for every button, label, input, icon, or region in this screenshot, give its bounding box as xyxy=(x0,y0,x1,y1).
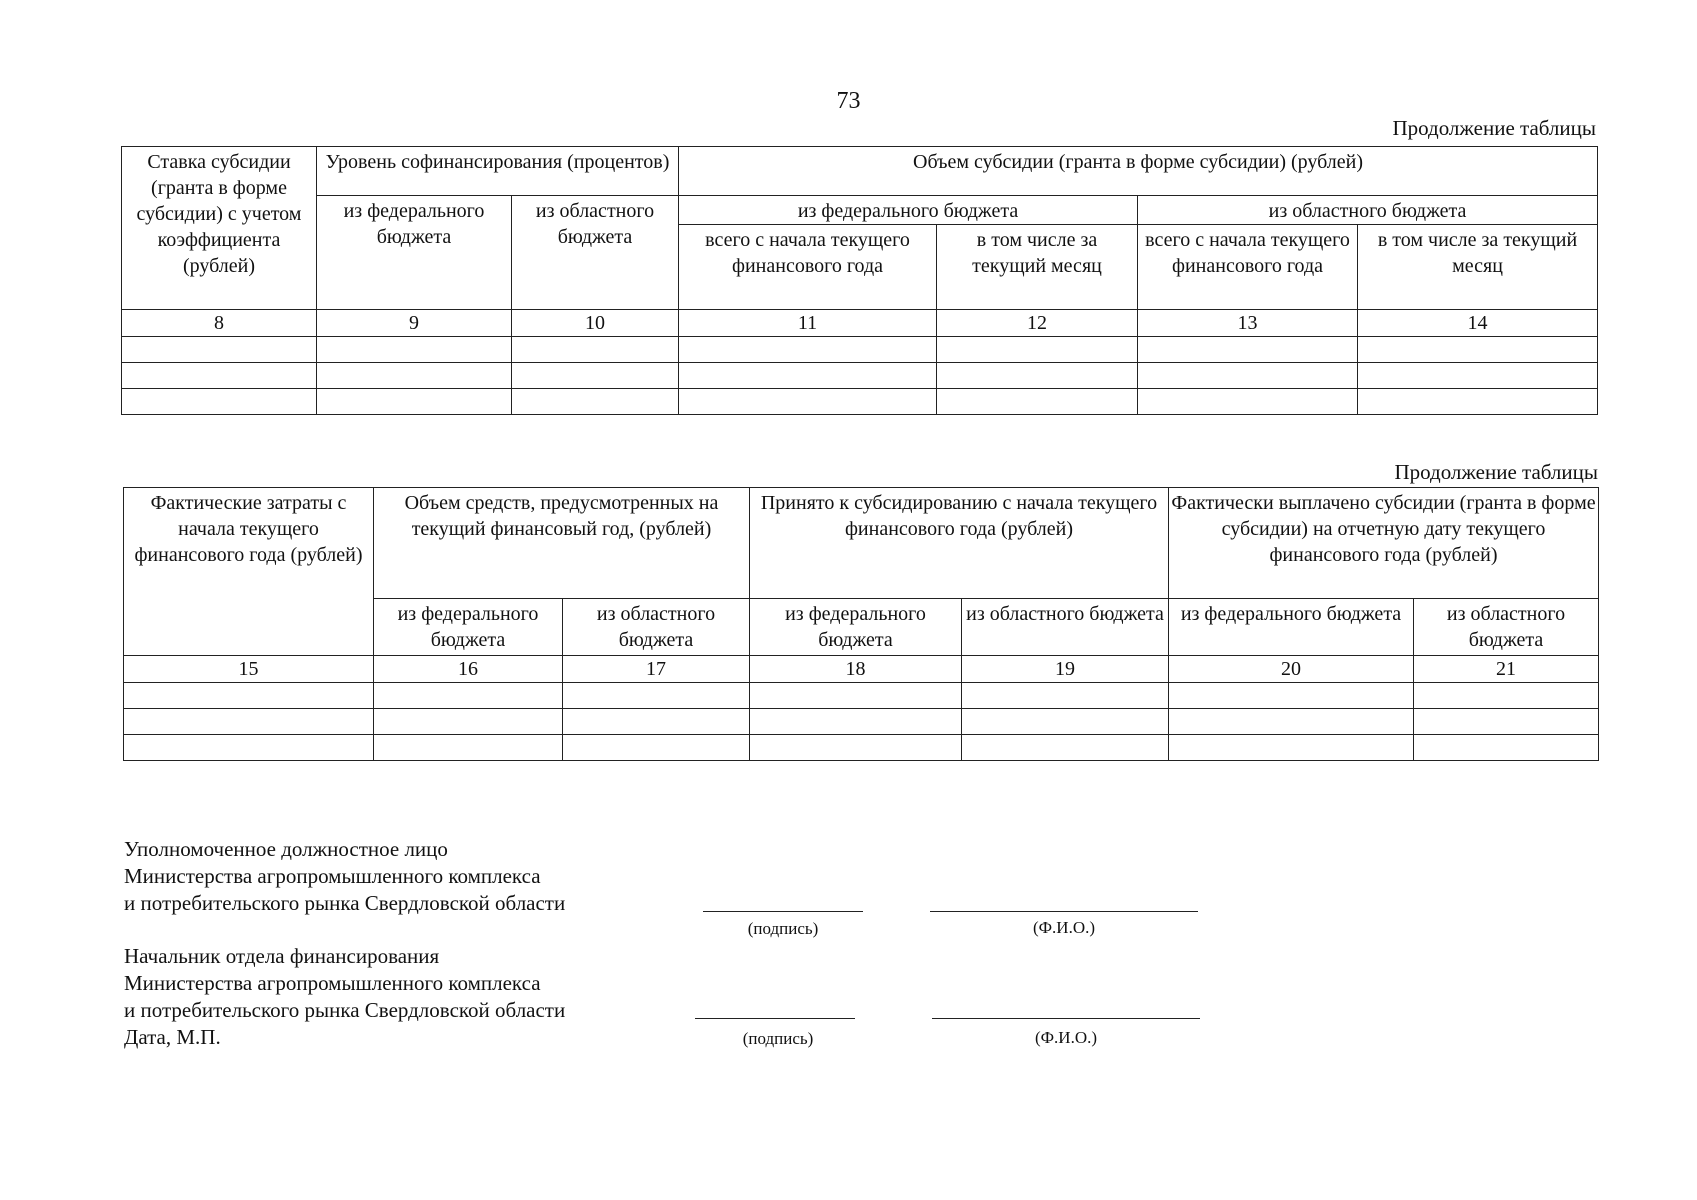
continuation-label-1: Продолжение таблицы xyxy=(1392,116,1596,140)
header-sub-federal: из федерального бюджета xyxy=(1169,599,1414,656)
official-title-line: и потребительского рынка Свердловской области xyxy=(124,891,566,915)
signature-caption: (подпись) xyxy=(742,1029,814,1048)
column-number: 18 xyxy=(750,656,962,683)
column-number: 10 xyxy=(512,310,679,337)
head-title-line: Министерства агропромышленного комплекса xyxy=(124,971,541,995)
name-line xyxy=(932,1018,1200,1019)
date-stamp-label: Дата, М.П. xyxy=(124,1025,221,1049)
name-caption: (Ф.И.О.) xyxy=(1032,918,1096,937)
column-number: 8 xyxy=(122,310,317,337)
header-sub-federal: из федерального бюджета xyxy=(374,599,563,656)
table-row xyxy=(122,363,1598,389)
column-number: 15 xyxy=(124,656,374,683)
header-sub-federal: из федерального бюджета xyxy=(750,599,962,656)
page-number: 73 xyxy=(836,88,861,114)
table-row xyxy=(122,389,1598,415)
subsidy-table-1 xyxy=(121,146,1598,415)
header-regional-month: в том числе за текущий месяц xyxy=(1358,225,1598,310)
column-number: 13 xyxy=(1138,310,1358,337)
column-number: 14 xyxy=(1358,310,1598,337)
official-signature-block xyxy=(124,836,565,917)
subsidy-table-2 xyxy=(123,487,1599,761)
header-subsidy-volume: Объем субсидии (гранта в форме субсидии) (рублей) xyxy=(679,147,1598,196)
header-sub-regional: из областного бюджета xyxy=(1414,599,1599,656)
table-row xyxy=(124,683,1599,709)
name-line xyxy=(930,911,1198,912)
column-number: 9 xyxy=(317,310,512,337)
header-federal-total-year: всего с начала текущего финансового года xyxy=(679,225,937,310)
header-regional-total-year: всего с начала текущего финансового года xyxy=(1138,225,1358,310)
header-cofin-regional: из областного бюджета xyxy=(512,196,679,310)
column-number: 20 xyxy=(1169,656,1414,683)
header-sub-regional: из областного бюджета xyxy=(563,599,750,656)
header-regional-budget: из областного бюджета xyxy=(1138,196,1598,225)
official-title-line: Уполномоченное должностное лицо xyxy=(124,837,448,861)
header-rate: Ставка субсидии (гранта в форме субсидии) с учетом коэффициента (рублей) xyxy=(122,147,317,310)
column-number: 17 xyxy=(563,656,750,683)
header-paid: Фактически выплачено субсидии (гранта в форме субсидии) на отчетную дату текущего финансового года (рублей) xyxy=(1169,488,1599,599)
header-sub-regional: из областного бюджета xyxy=(962,599,1169,656)
signature-line xyxy=(703,911,863,912)
table-row xyxy=(124,735,1599,761)
column-number: 19 xyxy=(962,656,1169,683)
header-federal-month: в том числе за текущий месяц xyxy=(937,225,1138,310)
table-row xyxy=(124,709,1599,735)
header-cofin-federal: из федерального бюджета xyxy=(317,196,512,310)
header-cofinancing: Уровень софинансирования (процентов) xyxy=(317,147,679,196)
column-number: 21 xyxy=(1414,656,1599,683)
head-signature-block xyxy=(124,943,565,1051)
head-title-line: и потребительского рынка Свердловской области xyxy=(124,998,566,1022)
table-row xyxy=(122,337,1598,363)
signature-caption: (подпись) xyxy=(747,919,819,938)
head-title-line: Начальник отдела финансирования xyxy=(124,944,440,968)
signature-line xyxy=(695,1018,855,1019)
column-number: 16 xyxy=(374,656,563,683)
header-federal-budget: из федерального бюджета xyxy=(679,196,1138,225)
header-accepted: Принято к субсидированию с начала текущего финансового года (рублей) xyxy=(750,488,1169,599)
name-caption: (Ф.И.О.) xyxy=(1034,1028,1098,1047)
column-number: 11 xyxy=(679,310,937,337)
column-number: 12 xyxy=(937,310,1138,337)
header-planned-funds: Объем средств, предусмотренных на текущий финансовый год, (рублей) xyxy=(374,488,750,599)
header-actual-costs: Фактические затраты с начала текущего финансового года (рублей) xyxy=(124,488,374,656)
continuation-label-2: Продолжение таблицы xyxy=(1394,460,1598,484)
official-title-line: Министерства агропромышленного комплекса xyxy=(124,864,541,888)
